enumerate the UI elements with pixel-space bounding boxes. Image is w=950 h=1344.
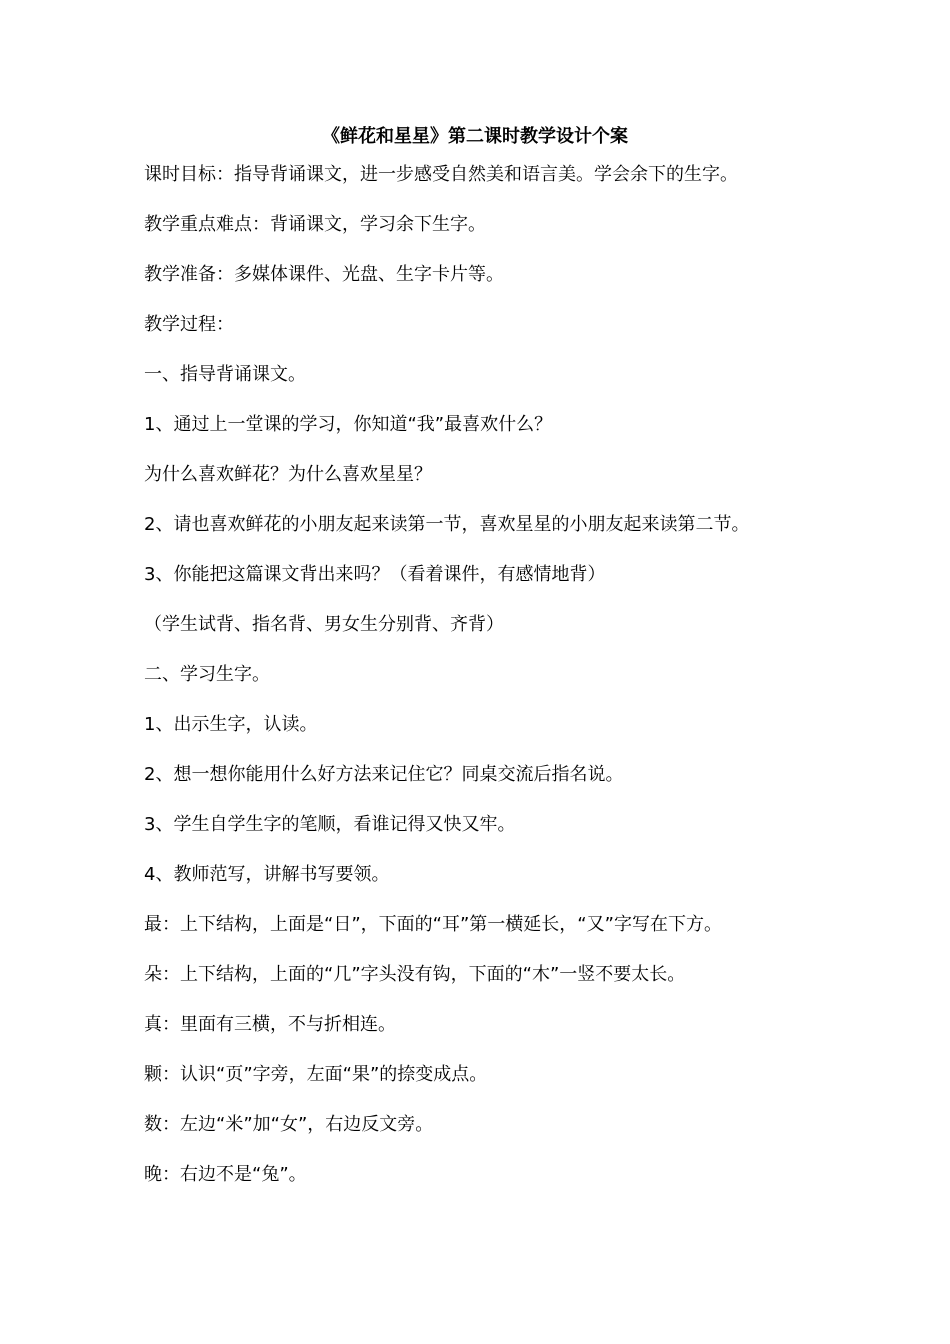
character-note: 最：上下结构，上面是“日”，下面的“耳”第一横延长，“又”字写在下方。	[144, 914, 722, 935]
paragraph-step: 3、你能把这篇课文背出来吗？（看着课件，有感情地背）	[144, 564, 606, 585]
section-heading-characters: 二、学习生字。	[144, 664, 270, 685]
character-note: 真：里面有三横，不与折相连。	[144, 1014, 396, 1035]
paragraph-step: 2、想一想你能用什么好方法来记住它？同桌交流后指名说。	[144, 764, 624, 785]
paragraph-key-points: 教学重点难点：背诵课文，学习余下生字。	[144, 214, 486, 235]
paragraph-step: 1、出示生字，认读。	[144, 714, 318, 735]
paragraph-process-heading: 教学过程：	[144, 314, 234, 335]
paragraph-step: 3、学生自学生字的笔顺，看谁记得又快又牢。	[144, 814, 516, 835]
document-body	[144, 162, 904, 1212]
paragraph-step: 2、请也喜欢鲜花的小朋友起来读第一节，喜欢星星的小朋友起来读第二节。	[144, 514, 750, 535]
paragraph-step: 4、教师范写，讲解书写要领。	[144, 864, 390, 885]
character-note: 颗：认识“页”字旁，左面“果”的捺变成点。	[144, 1064, 488, 1085]
document-title: 《鲜花和星星》第二课时教学设计个案	[322, 126, 628, 147]
character-note: 晚：右边不是“兔”。	[144, 1164, 307, 1185]
paragraph-step: 1、通过上一堂课的学习，你知道“我”最喜欢什么？	[144, 414, 553, 435]
paragraph-step: （学生试背、指名背、男女生分别背、齐背）	[144, 614, 504, 635]
section-heading-recite: 一、指导背诵课文。	[144, 364, 306, 385]
character-note: 朵：上下结构，上面的“几”字头没有钩，下面的“木”一竖不要太长。	[144, 964, 686, 985]
paragraph-step: 为什么喜欢鲜花？为什么喜欢星星？	[144, 464, 432, 485]
paragraph-lesson-goal: 课时目标：指导背诵课文，进一步感受自然美和语言美。学会余下的生字。	[144, 164, 738, 185]
character-note: 数：左边“米”加“女”，右边反文旁。	[144, 1114, 434, 1135]
paragraph-preparation: 教学准备：多媒体课件、光盘、生字卡片等。	[144, 264, 504, 285]
